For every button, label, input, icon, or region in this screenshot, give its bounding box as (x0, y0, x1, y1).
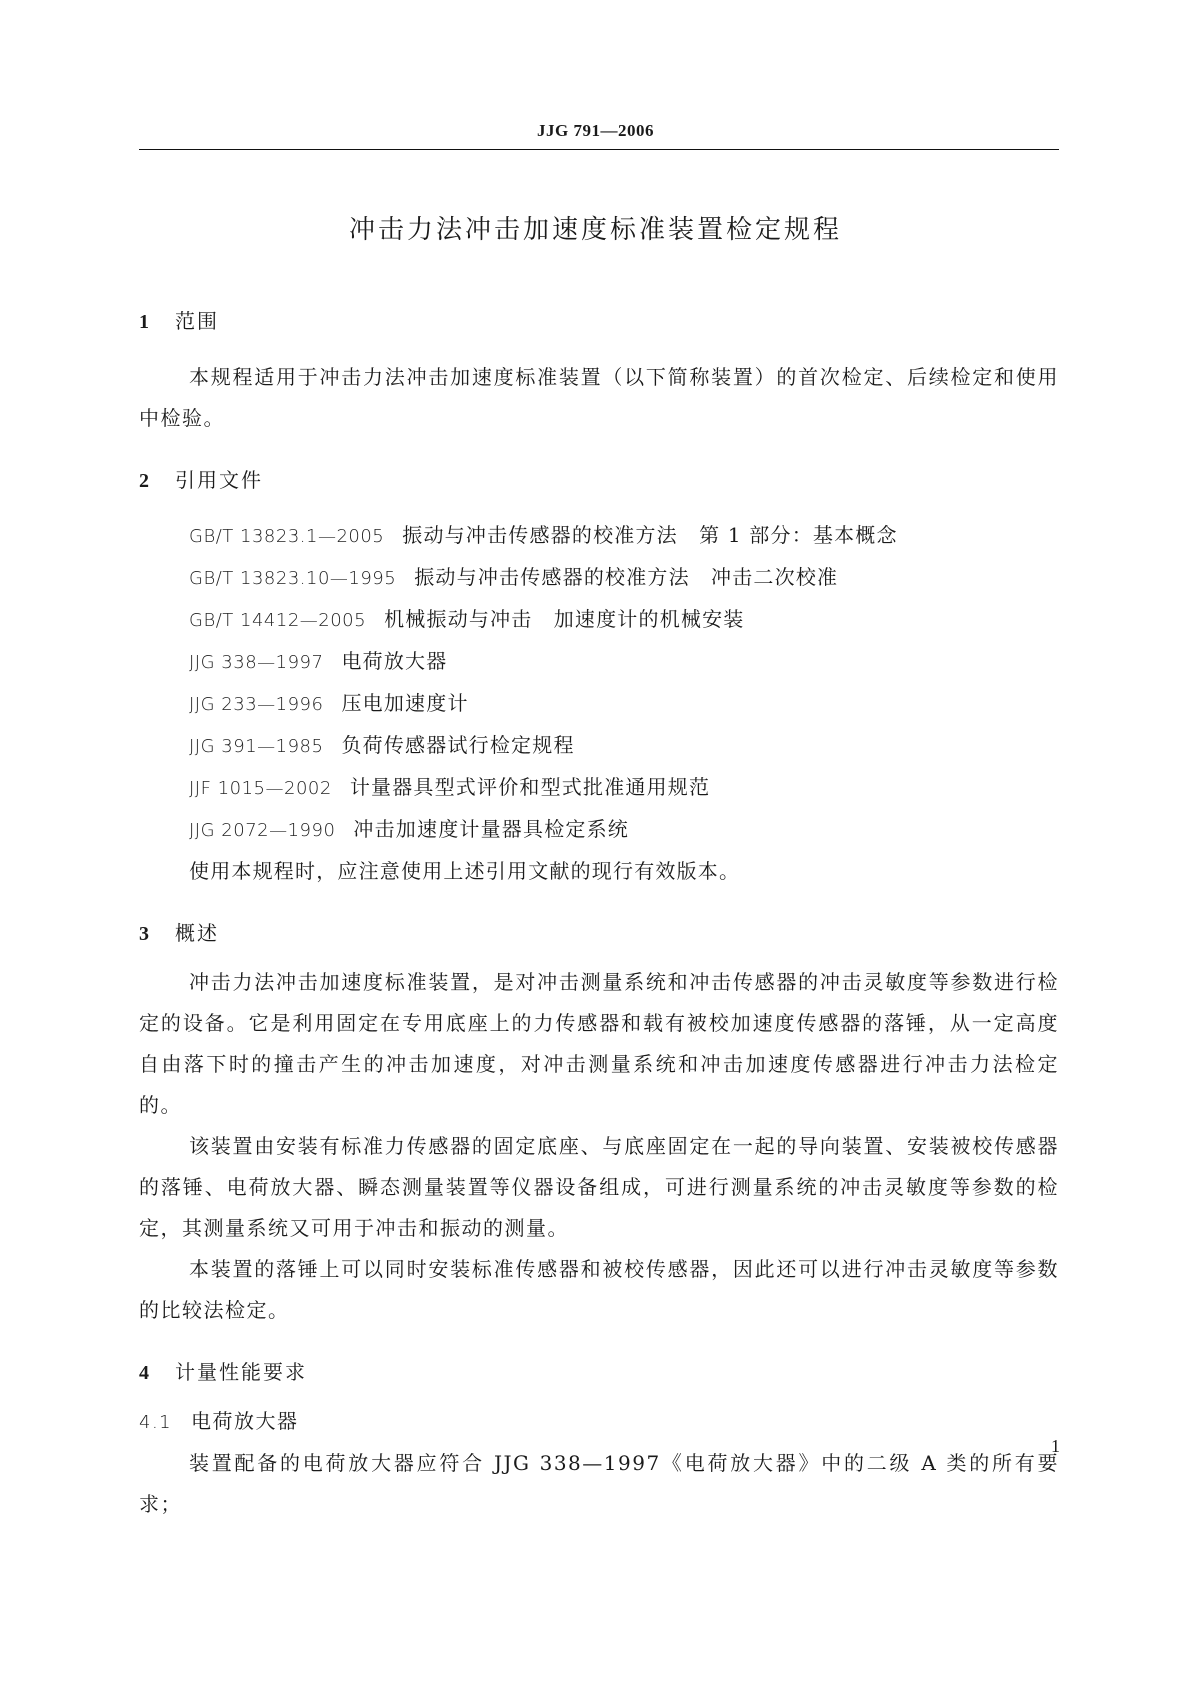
reference-code: JJF 1015—2002 (189, 778, 332, 799)
reference-code: GB/T 13823.1—2005 (189, 526, 385, 547)
reference-item (139, 515, 1059, 557)
section-heading-references (139, 467, 1059, 493)
reference-code: GB/T 13823.10—1995 (189, 568, 397, 589)
reference-title: 振动与冲击传感器的校准方法 冲击二次校准 (414, 565, 839, 589)
reference-title: 压电加速度计 (341, 691, 469, 715)
section-title: 概述 (175, 921, 219, 945)
section-title: 计量性能要求 (175, 1360, 307, 1384)
reference-title: 电荷放大器 (341, 649, 448, 673)
reference-code: JJG 391—1985 (189, 736, 324, 757)
reference-list (139, 515, 1059, 892)
document-title: 冲击力法冲击加速度标准装置检定规程 (348, 215, 842, 245)
header-divider (139, 149, 1059, 150)
overview-paragraph: 本装置的落锤上可以同时安装标准传感器和被校传感器，因此还可以进行冲击灵敏度等参数的比较法检定。 (139, 1257, 1059, 1322)
reference-title: 计量器具型式评价和型式批准通用规范 (349, 775, 711, 799)
reference-item (139, 683, 1059, 725)
reference-item (139, 809, 1059, 851)
scope-paragraph: 本规程适用于冲击力法冲击加速度标准装置（以下简称装置）的首次检定、后续检定和使用中检验。 (139, 365, 1059, 430)
overview-paragraph: 冲击力法冲击加速度标准装置，是对冲击测量系统和冲击传感器的冲击灵敏度等参数进行检定的设备。它是利用固定在专用底座上的力传感器和载有被校加速度传感器的落锤，从一定高度自由落下时的撞击产生的冲击加速度，对冲击测量系统和冲击加速度传感器进行冲击力法检定的。 (139, 970, 1059, 1117)
section-number: 4 (139, 1362, 151, 1384)
subsection-title: 电荷放大器 (191, 1409, 299, 1433)
section-heading-metrology (139, 1359, 1059, 1385)
section-number: 1 (139, 311, 151, 333)
section-title: 范围 (175, 309, 219, 333)
section-heading-scope (139, 308, 1059, 334)
reference-item (139, 599, 1059, 641)
section-number: 2 (139, 470, 151, 492)
reference-item (139, 767, 1059, 809)
subsection-heading-charge-amplifier (139, 1401, 1059, 1443)
reference-title: 冲击加速度计量器具检定系统 (353, 817, 630, 841)
reference-item (139, 557, 1059, 599)
reference-code: JJG 233—1996 (189, 694, 324, 715)
reference-title: 机械振动与冲击 加速度计的机械安装 (384, 607, 745, 631)
reference-note: 使用本规程时，应注意使用上述引用文献的现行有效版本。 (189, 859, 741, 883)
section-heading-overview (139, 920, 1059, 946)
reference-item (139, 725, 1059, 767)
charge-amplifier-paragraph: 装置配备的电荷放大器应符合 JJG 338—1997《电荷放大器》中的二级 A 类的所有要求； (139, 1451, 1059, 1516)
reference-title: 负荷传感器试行检定规程 (341, 733, 575, 757)
page-number: 1 (1051, 1436, 1060, 1456)
section-title: 引用文件 (175, 468, 263, 492)
reference-code: GB/T 14412—2005 (189, 610, 367, 631)
reference-item (139, 641, 1059, 683)
section-number: 3 (139, 923, 151, 945)
reference-title: 振动与冲击传感器的校准方法 第 1 部分：基本概念 (402, 523, 898, 547)
reference-code: JJG 338—1997 (189, 652, 324, 673)
overview-paragraph: 该装置由安装有标准力传感器的固定底座、与底座固定在一起的导向装置、安装被校传感器的落锤、电荷放大器、瞬态测量装置等仪器设备组成，可进行测量系统的冲击灵敏度等参数的检定，其测量系统又可用于冲击和振动的测量。 (139, 1134, 1059, 1240)
reference-code: JJG 2072—1990 (189, 820, 336, 841)
subsection-number: 4.1 (139, 1412, 173, 1433)
standard-code-header: JJG 791—2006 (537, 121, 654, 140)
document-body (139, 308, 1059, 1525)
